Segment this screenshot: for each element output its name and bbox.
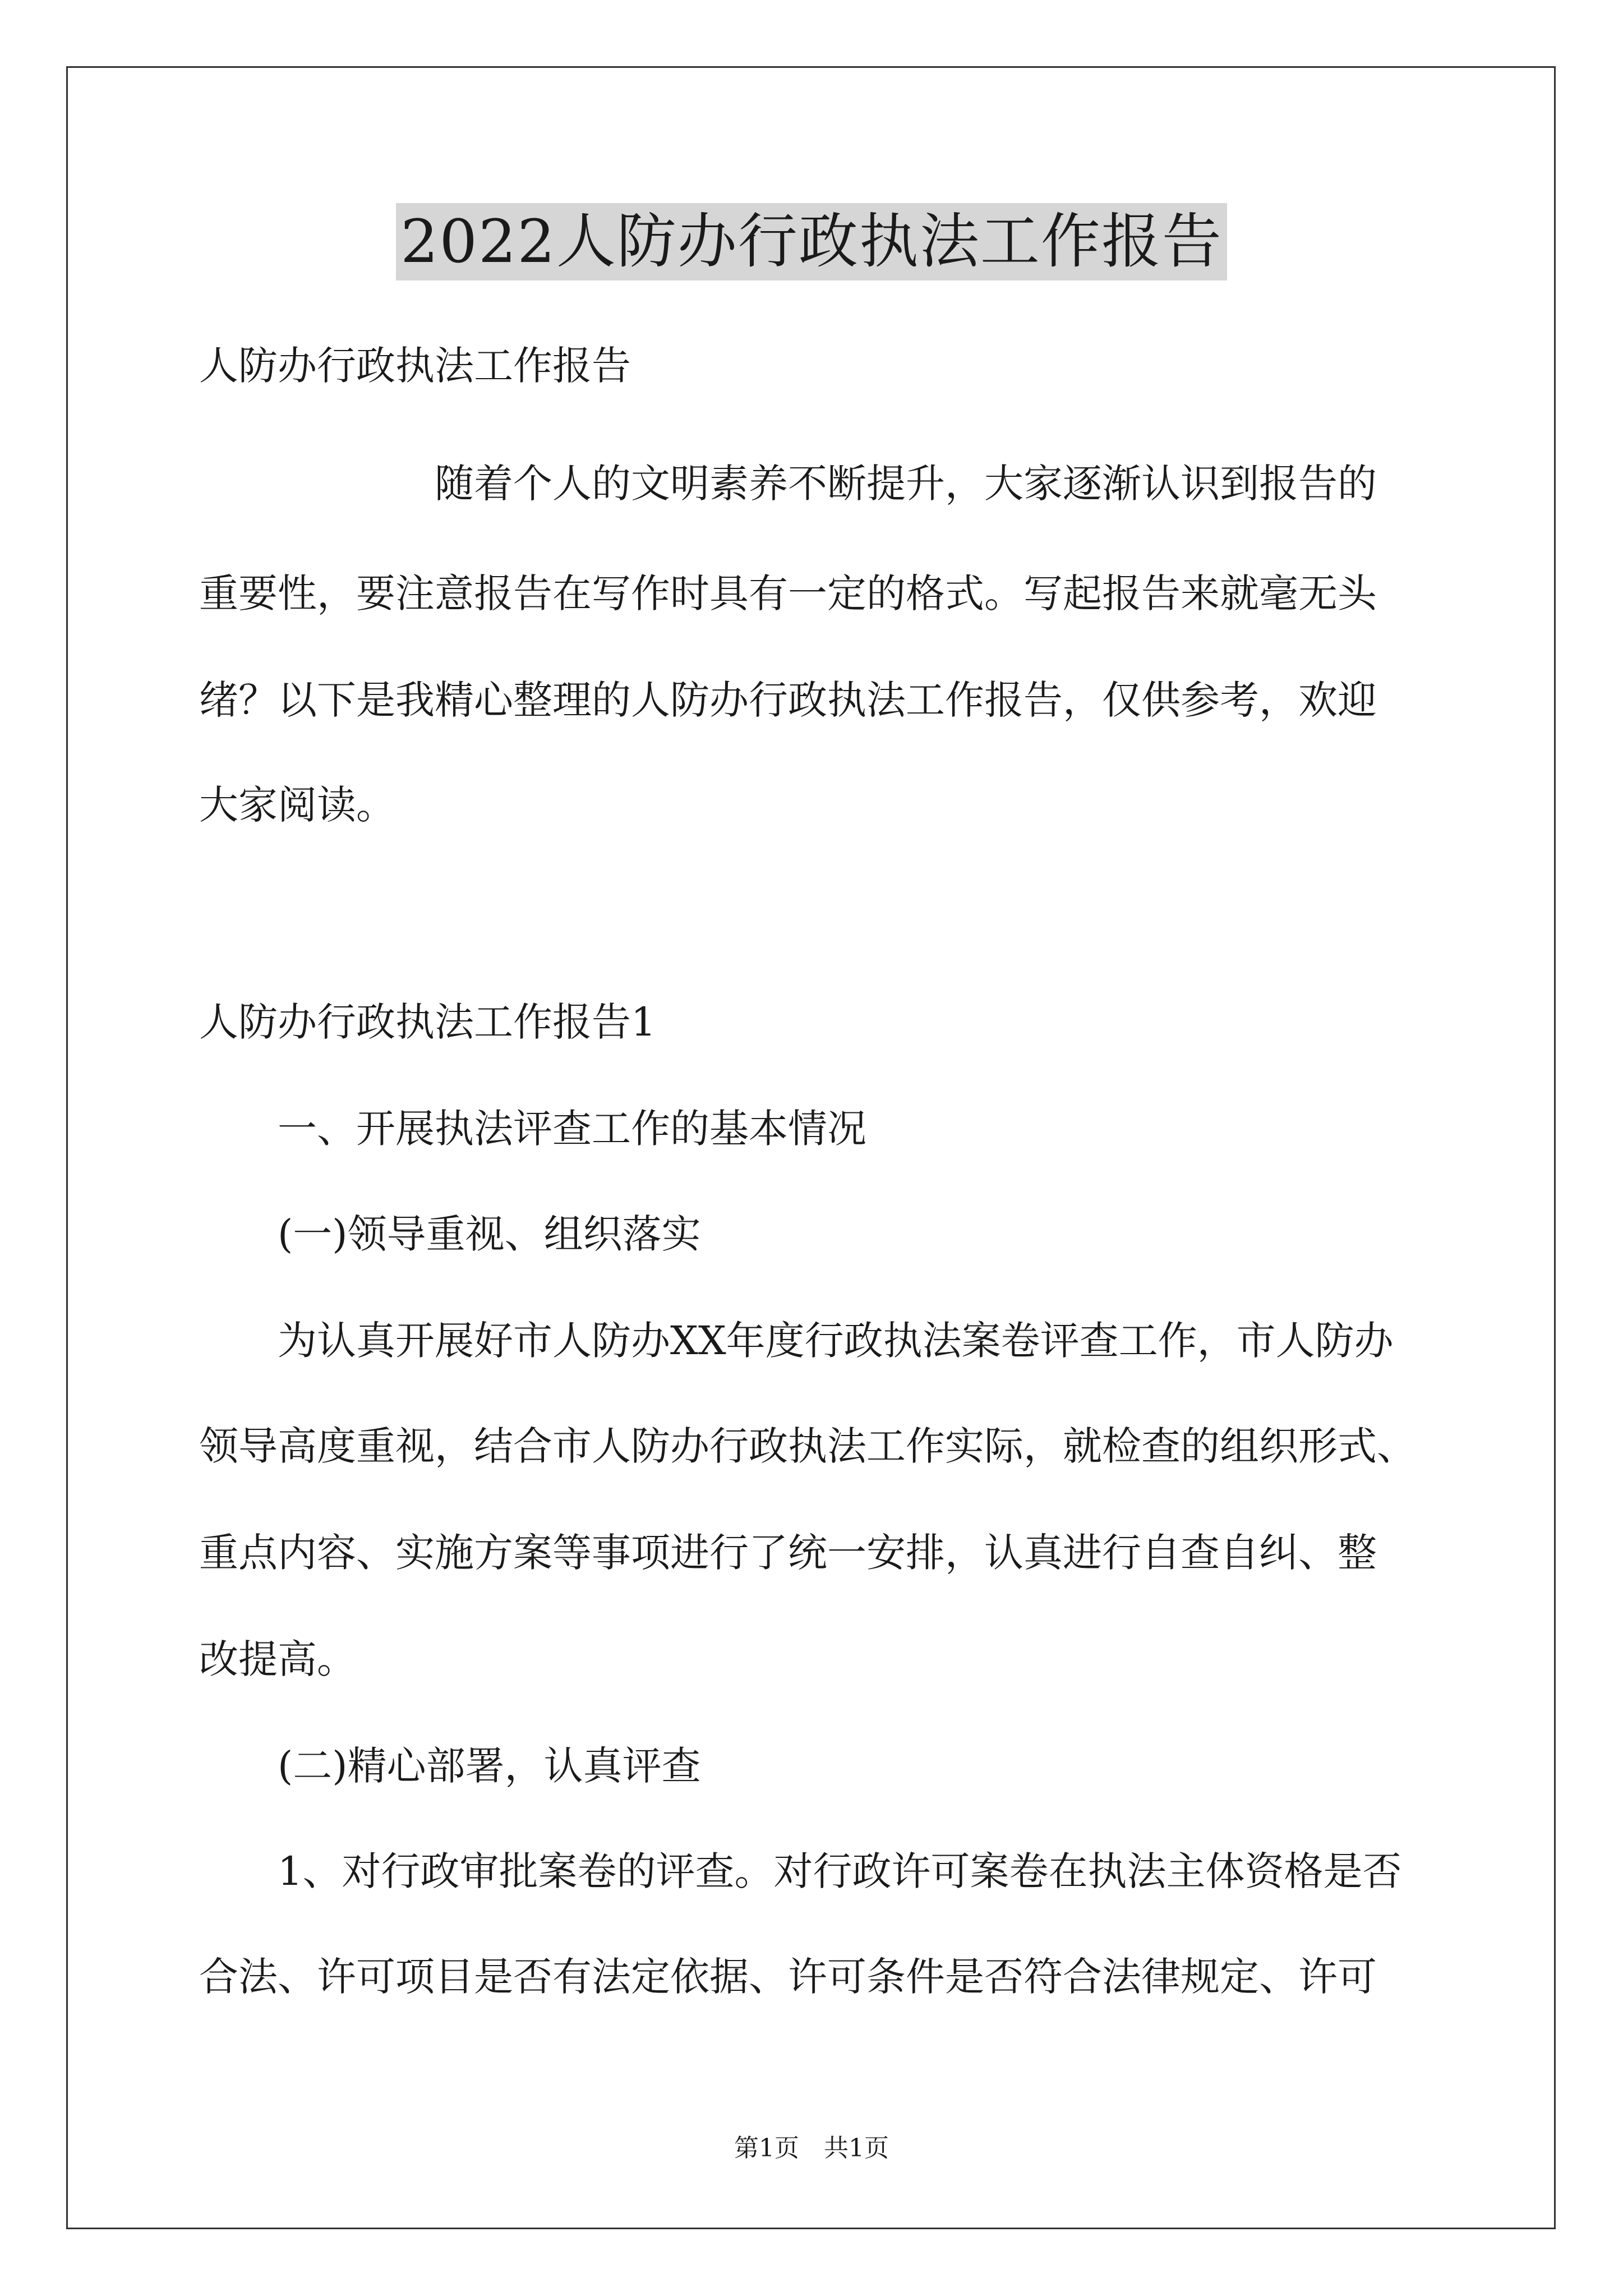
section-heading: 人防办行政执法工作报告1 <box>199 999 656 1045</box>
subheading-line: 一、开展执法评查工作的基本情况 <box>199 1106 866 1152</box>
paragraph-line: 大家阅读。 <box>199 782 395 828</box>
page-footer: 第1页 共1页 <box>734 2134 889 2162</box>
document-title: 2022人防办行政执法工作报告 <box>396 203 1227 280</box>
subtitle-line: 人防办行政执法工作报告 <box>199 343 631 389</box>
paragraph-line: 1、对行政审批案卷的评查。对行政许可案卷在执法主体资格是否 <box>199 1848 1402 1894</box>
paragraph-line: 领导高度重视，结合市人防办行政执法工作实际，就检查的组织形式、 <box>199 1423 1416 1469</box>
paragraph-line: 合法、许可项目是否有法定依据、许可条件是否符合法律规定、许可 <box>199 1954 1377 2000</box>
paragraph-line: 绪？以下是我精心整理的人防办行政执法工作报告，仅供参考，欢迎 <box>199 677 1377 723</box>
paragraph-line: 重点内容、实施方案等事项进行了统一安排，认真进行自查自纠、整 <box>199 1530 1377 1576</box>
paragraph-line: 重要性，要注意报告在写作时具有一定的格式。写起报告来就毫无头 <box>199 570 1377 616</box>
paragraph-line: 为认真开展好市人防办XX年度行政执法案卷评查工作，市人防办 <box>199 1318 1394 1364</box>
paragraph-line: 随着个人的文明素养不断提升，大家逐渐认识到报告的 <box>199 461 1377 507</box>
title-container <box>0 203 1623 280</box>
paragraph-line: 改提高。 <box>199 1636 356 1682</box>
subheading-line: (二)精心部署，认真评查 <box>199 1743 701 1789</box>
subheading-line: (一)领导重视、组织落实 <box>199 1211 701 1257</box>
